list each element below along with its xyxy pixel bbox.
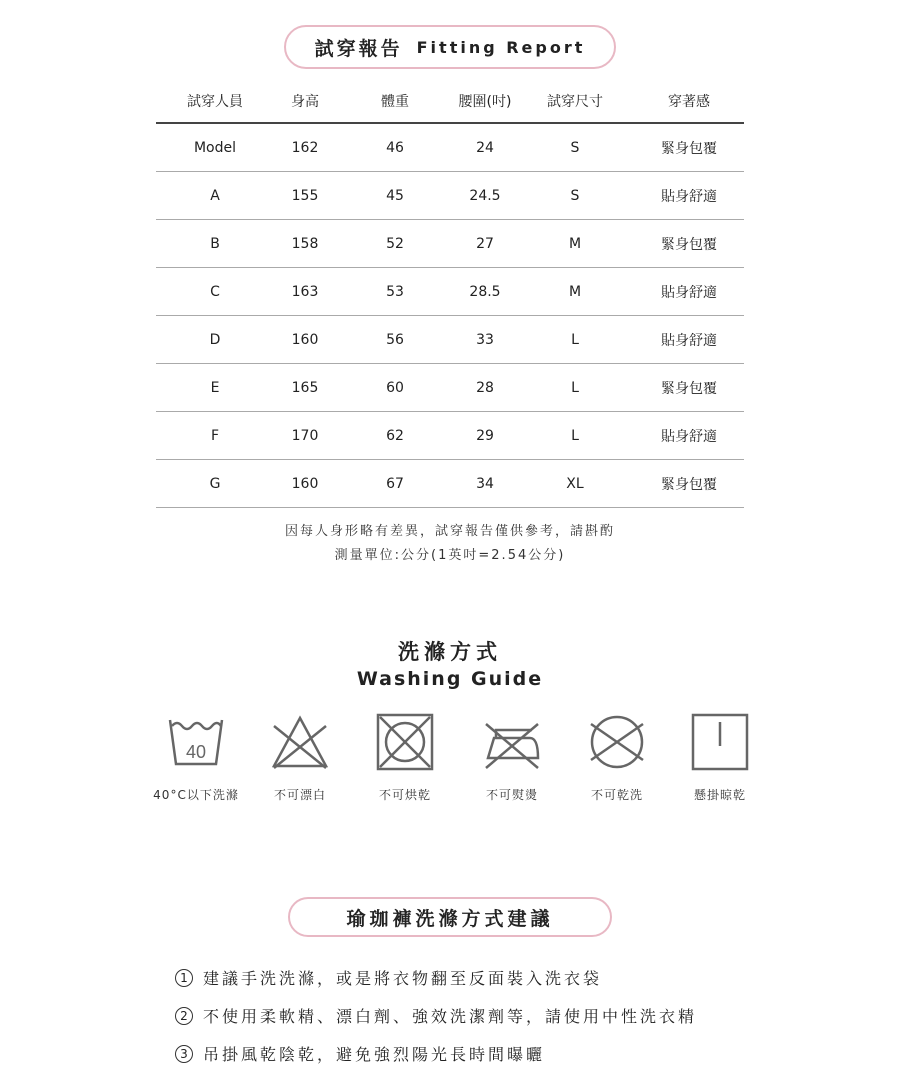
- cell-tester: F: [156, 412, 274, 460]
- fitting-table: [156, 79, 744, 508]
- cell-size: S: [516, 123, 634, 172]
- cell-fit-feel: 緊身包覆: [634, 364, 744, 412]
- cell-waist: 28.5: [454, 268, 516, 316]
- yoga-care-title: [288, 897, 612, 937]
- cell-tester: Model: [156, 123, 274, 172]
- tip-text: 建議手洗洗滌，或是將衣物翻至反面裝入洗衣袋: [203, 969, 603, 988]
- table-row: [156, 364, 744, 412]
- fitting-report-title-cn: 試穿報告: [314, 37, 403, 60]
- washing-guide-title-en: Washing Guide: [356, 668, 544, 690]
- fitting-report-title-en: Fitting Report: [416, 37, 586, 57]
- table-header-row: [156, 79, 744, 123]
- cell-weight: 45: [336, 172, 454, 220]
- cell-waist: 28: [454, 364, 516, 412]
- cell-tester: G: [156, 460, 274, 508]
- cell-tester: B: [156, 220, 274, 268]
- table-row: [156, 268, 744, 316]
- wash-temp-text: 40: [185, 742, 207, 762]
- cell-fit-feel: 緊身包覆: [634, 220, 744, 268]
- tip-text: 不使用柔軟精、漂白劑、強效洗潔劑等，請使用中性洗衣精: [203, 1007, 698, 1026]
- tip-number-badge: 3: [175, 1045, 193, 1063]
- cell-size: S: [516, 172, 634, 220]
- cell-height: 155: [274, 172, 336, 220]
- no-iron-icon: [482, 712, 542, 772]
- cell-height: 160: [274, 460, 336, 508]
- cell-weight: 62: [336, 412, 454, 460]
- cell-fit-feel: 貼身舒適: [634, 172, 744, 220]
- cell-tester: C: [156, 268, 274, 316]
- table-row: [156, 220, 744, 268]
- cell-waist: 29: [454, 412, 516, 460]
- fitting-note: 因每人身形略有差異，試穿報告僅供參考，請斟酌: [284, 524, 615, 539]
- cell-height: 170: [274, 412, 336, 460]
- wash-40-icon: [166, 712, 226, 772]
- cell-size: L: [516, 316, 634, 364]
- table-row: [156, 316, 744, 364]
- cell-tester: A: [156, 172, 274, 220]
- cell-weight: 53: [336, 268, 454, 316]
- no-bleach-label: 不可漂白: [273, 788, 326, 802]
- cell-waist: 24: [454, 123, 516, 172]
- cell-weight: 46: [336, 123, 454, 172]
- tip-number-badge: 2: [175, 1007, 193, 1025]
- header-height: 身高: [274, 79, 336, 123]
- cell-height: 160: [274, 316, 336, 364]
- table-row: [156, 460, 744, 508]
- fitting-report-title: [284, 25, 616, 69]
- line-dry-label: 懸掛晾乾: [693, 788, 746, 802]
- wash-40-label: 40°C以下洗滌: [153, 788, 239, 802]
- cell-waist: 34: [454, 460, 516, 508]
- cell-waist: 24.5: [454, 172, 516, 220]
- table-row: [156, 172, 744, 220]
- table-row: [156, 412, 744, 460]
- cell-weight: 60: [336, 364, 454, 412]
- cell-weight: 67: [336, 460, 454, 508]
- header-tester: 試穿人員: [156, 79, 274, 123]
- table-row: [156, 123, 744, 172]
- tip-text: 吊掛風乾陰乾，避免強烈陽光長時間曝曬: [203, 1045, 546, 1064]
- washing-guide-title-cn: 洗滌方式: [398, 640, 502, 664]
- no-tumble-dry-icon: [375, 712, 435, 772]
- cell-weight: 52: [336, 220, 454, 268]
- cell-waist: 27: [454, 220, 516, 268]
- header-fit-feel: 穿著感: [634, 79, 744, 123]
- no-dry-clean-label: 不可乾洗: [590, 788, 643, 802]
- tip-number-badge: 1: [175, 969, 193, 987]
- cell-fit-feel: 貼身舒適: [634, 268, 744, 316]
- cell-weight: 56: [336, 316, 454, 364]
- header-weight: 體重: [336, 79, 454, 123]
- no-iron-label: 不可熨燙: [485, 788, 538, 802]
- cell-size: M: [516, 220, 634, 268]
- care-tip: [175, 1042, 545, 1065]
- cell-tester: E: [156, 364, 274, 412]
- cell-size: L: [516, 412, 634, 460]
- care-tip: [175, 1004, 697, 1027]
- measurement-unit-note: 測量單位:公分(1英吋=2.54公分): [334, 548, 566, 563]
- cell-height: 158: [274, 220, 336, 268]
- cell-fit-feel: 貼身舒適: [634, 316, 744, 364]
- cell-fit-feel: 貼身舒適: [634, 412, 744, 460]
- cell-size: XL: [516, 460, 634, 508]
- cell-height: 162: [274, 123, 336, 172]
- header-waist: 腰圍(吋): [454, 79, 516, 123]
- no-dry-clean-icon: [587, 712, 647, 772]
- cell-height: 163: [274, 268, 336, 316]
- care-tip: [175, 966, 602, 989]
- header-size: 試穿尺寸: [516, 79, 634, 123]
- cell-size: M: [516, 268, 634, 316]
- cell-size: L: [516, 364, 634, 412]
- no-tumble-dry-label: 不可烘乾: [378, 788, 431, 802]
- cell-height: 165: [274, 364, 336, 412]
- cell-tester: D: [156, 316, 274, 364]
- yoga-care-title-text: 瑜珈褲洗滌方式建議: [346, 907, 554, 930]
- line-dry-icon: [690, 712, 750, 772]
- cell-fit-feel: 緊身包覆: [634, 123, 744, 172]
- cell-waist: 33: [454, 316, 516, 364]
- cell-fit-feel: 緊身包覆: [634, 460, 744, 508]
- no-bleach-icon: [270, 712, 330, 772]
